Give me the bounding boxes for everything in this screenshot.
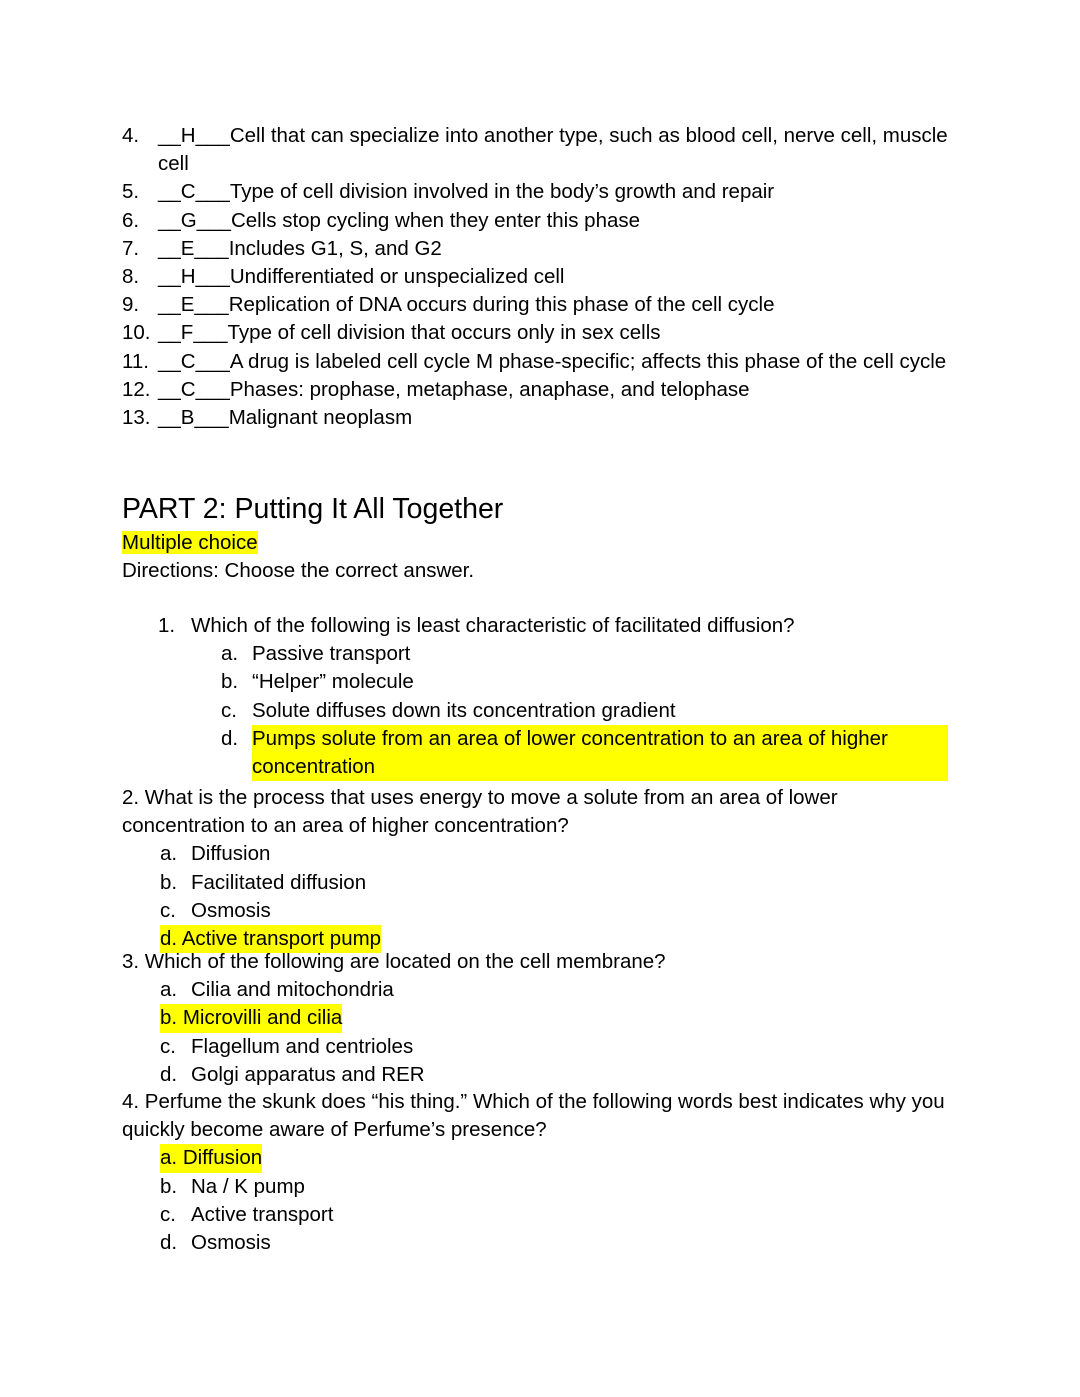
list-item-text: Replication of DNA occurs during this phase of the cell cycle — [228, 293, 775, 317]
option-row[interactable] — [160, 1173, 952, 1201]
option-marker: c. — [221, 698, 237, 722]
option-text: Solute diffuses down its concentration gradient — [252, 698, 676, 722]
option-row[interactable] — [221, 640, 948, 668]
option-text: Diffusion — [191, 842, 271, 866]
option-row[interactable] — [160, 869, 952, 897]
list-item — [122, 235, 962, 263]
option-row[interactable] — [221, 725, 948, 781]
part2-heading: PART 2: Putting It All Together — [122, 493, 504, 525]
list-item-number: 11. — [122, 349, 149, 373]
question-3 — [122, 948, 952, 1089]
option-text: “Helper” molecule — [252, 670, 414, 694]
question-4 — [122, 1088, 952, 1257]
list-item — [122, 263, 962, 291]
list-item-number: 10. — [122, 321, 151, 345]
option-marker: a. — [160, 1146, 178, 1170]
option-row-highlighted[interactable] — [160, 1144, 262, 1172]
question-4-stem: 4. Perfume the skunk does “his thing.” Which of the following words best indicates why you quickly become aware of Perfume’s presence? — [122, 1090, 951, 1142]
answer-blank: __B___ — [158, 406, 229, 430]
option-row[interactable] — [160, 897, 952, 925]
question-2 — [122, 784, 952, 953]
list-item — [122, 122, 962, 178]
question-1-stem: Which of the following is least characteristic of facilitated diffusion? — [191, 614, 795, 637]
list-item-body — [158, 207, 962, 235]
option-row[interactable] — [160, 1033, 952, 1061]
option-marker: a. — [221, 642, 239, 666]
answer-blank: __H___ — [158, 265, 230, 289]
option-row[interactable] — [160, 1229, 952, 1257]
option-marker: c. — [160, 898, 176, 922]
answer-blank: __E___ — [158, 236, 229, 260]
list-item-number: 6. — [122, 208, 140, 232]
matching-list — [122, 122, 962, 432]
option-text: Na / K pump — [191, 1174, 305, 1198]
option-marker: b. — [160, 870, 178, 894]
answer-blank: __E___ — [158, 293, 229, 317]
list-item — [122, 319, 962, 347]
option-text: Flagellum and centrioles — [191, 1034, 414, 1058]
list-item-body — [158, 291, 962, 319]
option-text: Microvilli and cilia — [182, 1006, 343, 1030]
list-item-text: Cells stop cycling when they enter this phase — [230, 208, 641, 232]
option-row[interactable] — [160, 1061, 952, 1089]
list-item-text: Phases: prophase, metaphase, anaphase, and telophase — [229, 377, 750, 401]
option-marker: d. — [160, 927, 178, 951]
list-item-body — [158, 178, 962, 206]
answer-blank: __C___ — [158, 377, 230, 401]
option-marker: c. — [160, 1202, 176, 1226]
option-marker: c. — [160, 1034, 176, 1058]
list-item — [122, 376, 962, 404]
list-item-number: 5. — [122, 180, 140, 204]
list-item — [122, 207, 962, 235]
question-2-options — [160, 840, 952, 953]
option-row[interactable] — [221, 697, 948, 725]
option-row[interactable] — [160, 840, 952, 868]
option-text-highlighted: Pumps solute from an area of lower concentration to an area of higher concentration — [252, 725, 948, 781]
list-item-body — [158, 263, 962, 291]
option-marker: d. — [160, 1062, 178, 1086]
option-marker: b. — [221, 670, 239, 694]
list-item-number: 4. — [122, 124, 140, 147]
option-row[interactable] — [160, 1201, 952, 1229]
option-marker: a. — [160, 842, 178, 866]
list-item-text: Type of cell division involved in the body’s growth and repair — [229, 180, 775, 204]
answer-blank: __C___ — [158, 180, 230, 204]
option-text: Facilitated diffusion — [191, 870, 367, 894]
list-item-number: 7. — [122, 236, 140, 260]
list-item — [122, 178, 962, 206]
list-item-number: 13. — [122, 406, 151, 430]
option-row[interactable] — [221, 668, 948, 696]
question-1-stem-row — [158, 612, 948, 640]
answer-blank: __F___ — [158, 321, 228, 345]
option-text: Diffusion — [182, 1146, 263, 1170]
list-item-body — [158, 348, 962, 376]
list-item-number: 12. — [122, 377, 151, 401]
option-marker: d. — [221, 726, 239, 750]
list-item-body — [158, 122, 962, 178]
option-text: Passive transport — [252, 642, 411, 666]
question-4-options — [160, 1144, 952, 1257]
part2-subheading — [122, 529, 258, 557]
list-item-number: 8. — [122, 265, 140, 289]
question-2-stem: 2. What is the process that uses energy to move a solute from an area of lower concentration to an area of higher concentration? — [122, 786, 844, 838]
answer-blank: __C___ — [158, 349, 230, 373]
list-item — [122, 291, 962, 319]
list-item-body — [158, 319, 962, 347]
list-item-text: Includes G1, S, and G2 — [228, 236, 442, 260]
list-item-number: 9. — [122, 293, 140, 317]
list-item — [122, 404, 962, 432]
option-row-highlighted[interactable] — [160, 1004, 342, 1032]
question-3-stem: 3. Which of the following are located on the cell membrane? — [122, 950, 666, 973]
list-item — [122, 348, 962, 376]
list-item-text: A drug is labeled cell cycle M phase-specific; affects this phase of the cell cycle — [229, 349, 947, 373]
answer-blank: __G___ — [158, 208, 231, 232]
option-marker: b. — [160, 1174, 178, 1198]
option-text: Osmosis — [191, 1231, 271, 1255]
option-text: Osmosis — [191, 898, 271, 922]
question-1 — [158, 612, 948, 781]
list-item-text: Undifferentiated or unspecialized cell — [229, 265, 565, 289]
question-1-options — [221, 640, 948, 781]
part2-directions: Directions: Choose the correct answer. — [122, 559, 475, 582]
list-item-body — [158, 404, 962, 432]
option-text: Active transport — [191, 1202, 334, 1226]
list-item-text: Malignant neoplasm — [228, 406, 413, 430]
list-item-text: Cell that can specialize into another type, such as blood cell, nerve cell, muscle cell — [158, 124, 954, 176]
option-marker: d. — [160, 1231, 178, 1255]
part2-subheading-text: Multiple choice — [122, 531, 258, 554]
list-item-text: Type of cell division that occurs only in sex cells — [227, 321, 661, 345]
answer-blank: __H___ — [158, 124, 230, 147]
list-item-body — [158, 376, 962, 404]
option-text: Active transport pump — [181, 927, 382, 951]
option-marker: b. — [160, 1006, 178, 1030]
option-text: Cilia and mitochondria — [191, 978, 394, 1002]
question-1-number: 1. — [158, 614, 176, 637]
question-3-options — [160, 976, 952, 1089]
option-text: Golgi apparatus and RER — [191, 1062, 425, 1086]
option-row[interactable] — [160, 976, 952, 1004]
list-item-body — [158, 235, 962, 263]
option-marker: a. — [160, 978, 178, 1002]
